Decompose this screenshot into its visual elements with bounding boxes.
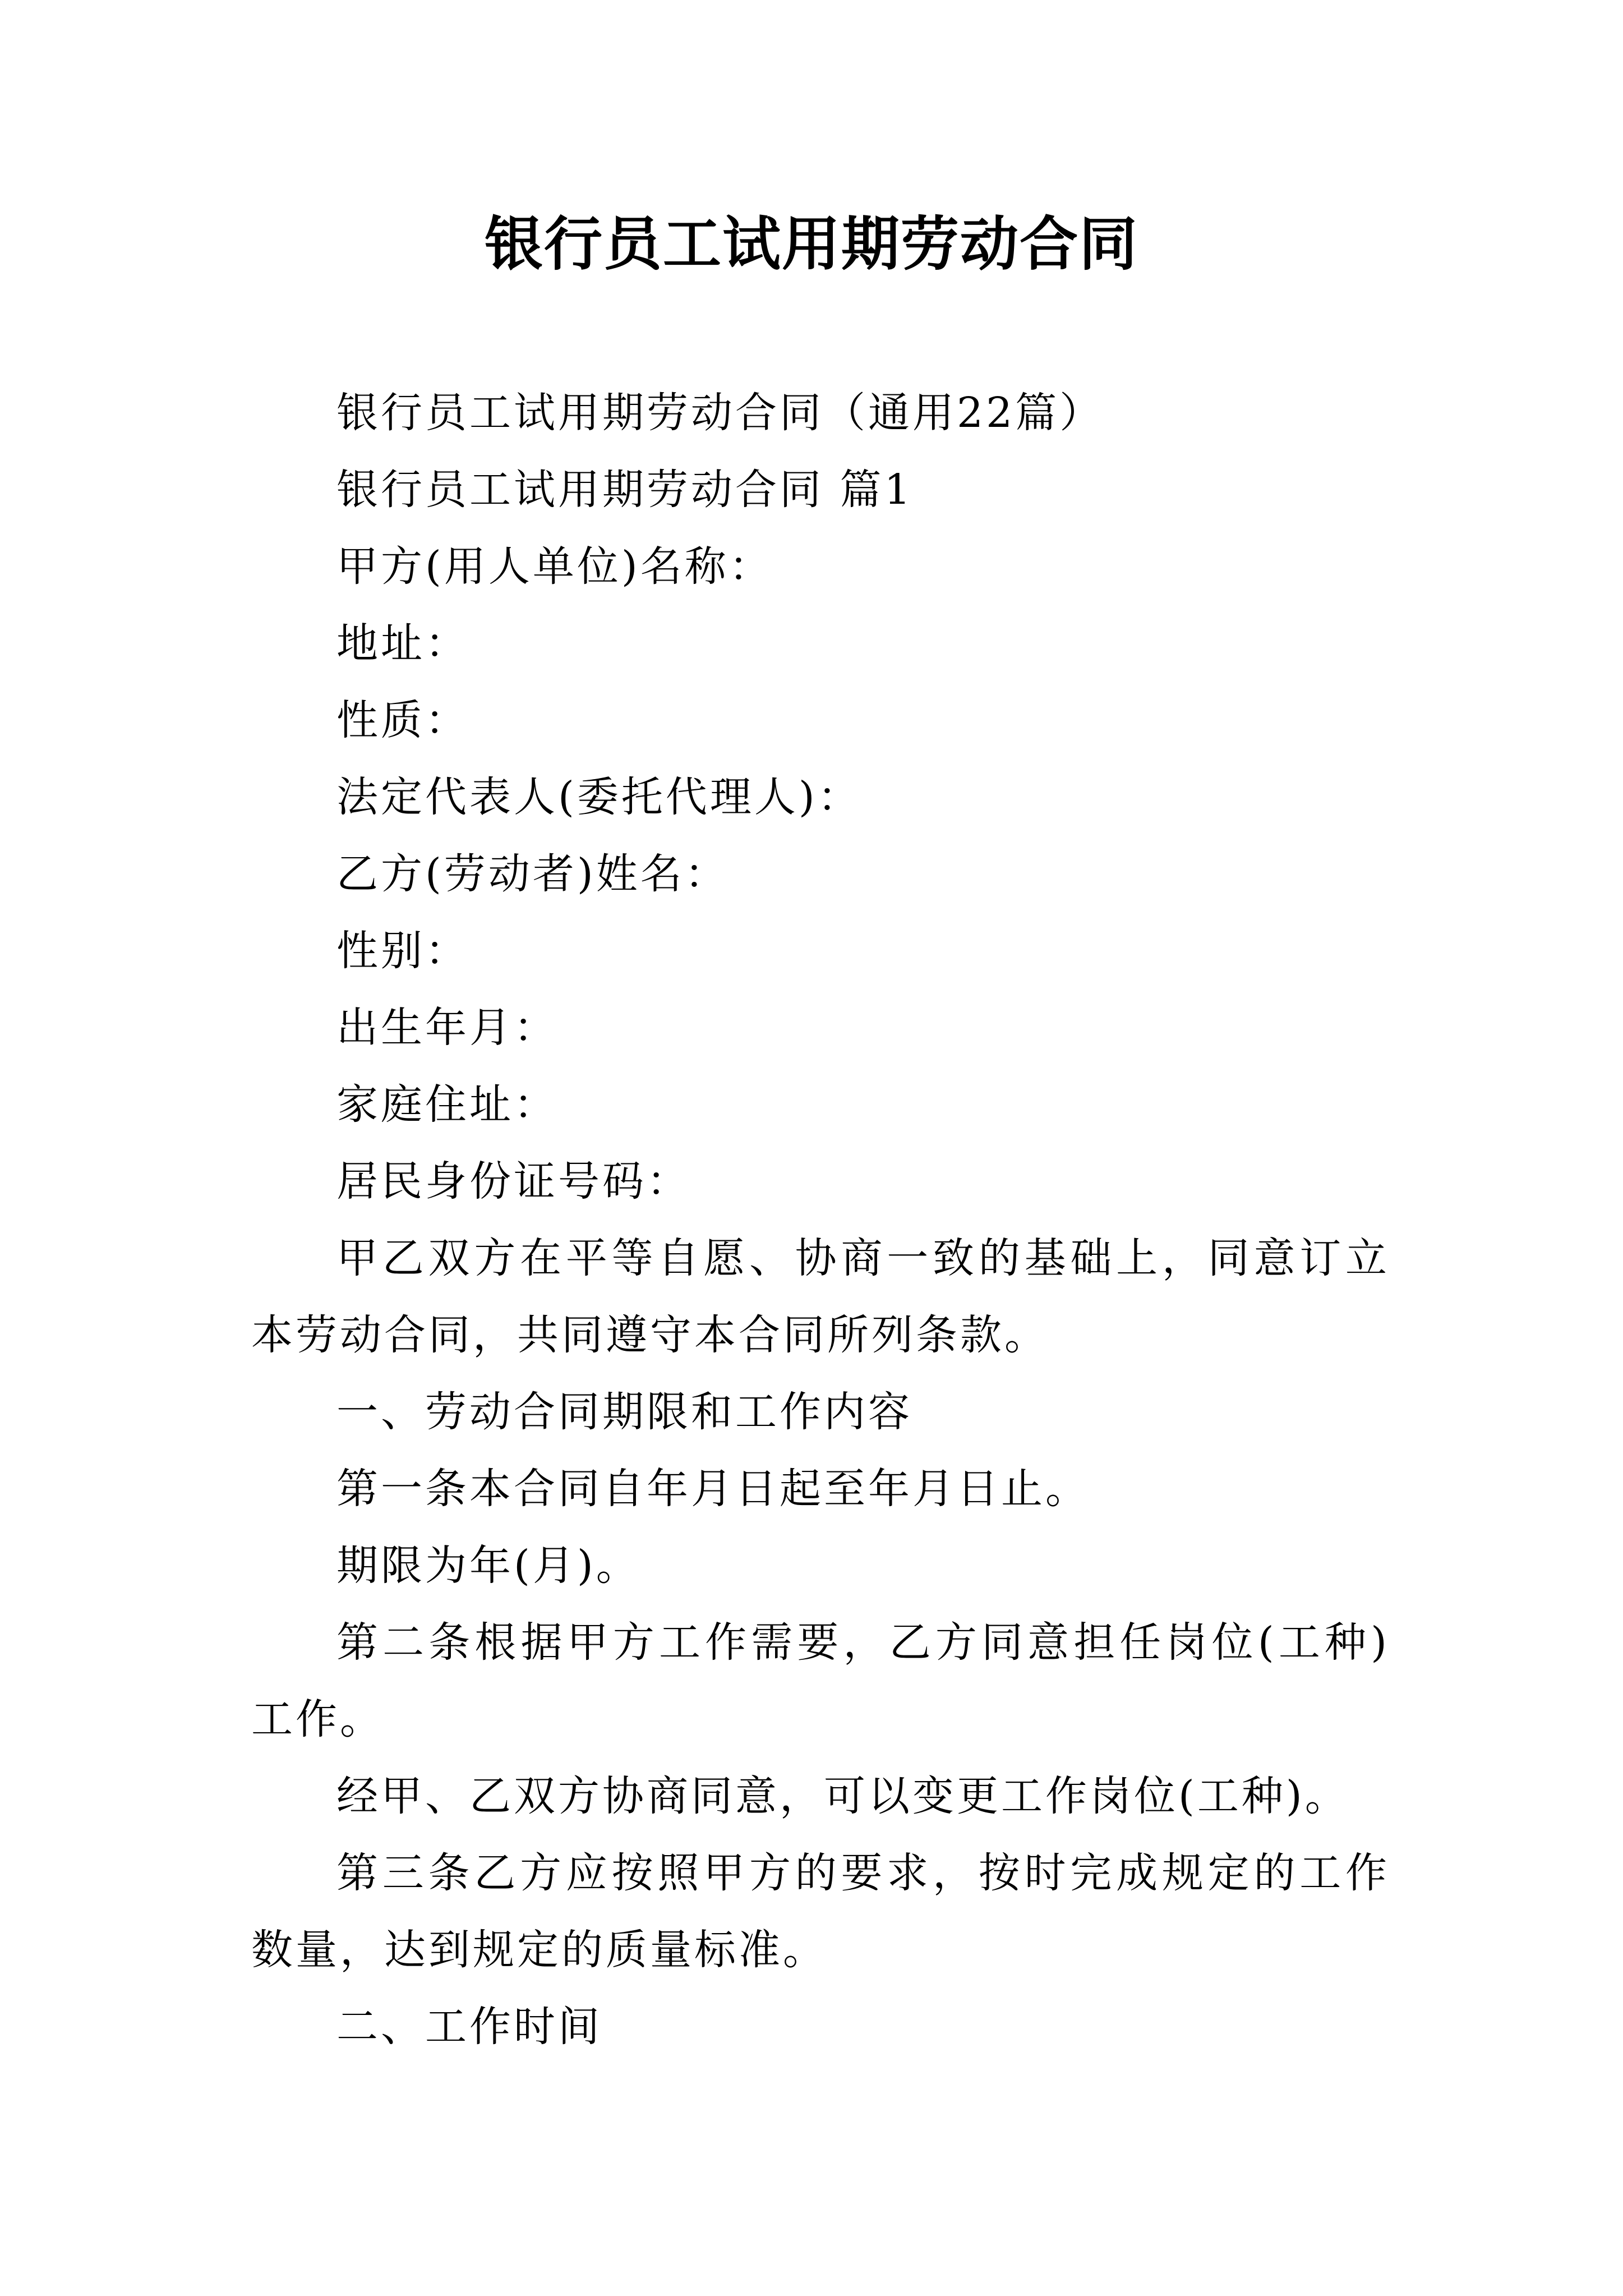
paragraph-position-change: 经甲、乙双方协商同意，可以变更工作岗位(工种)。 xyxy=(336,1772,1349,1820)
paragraph-legal-rep: 法定代表人(委托代理人)： xyxy=(336,773,862,821)
document-title: 银行员工试用期劳动合同 xyxy=(484,209,1138,278)
paragraph-nature: 性质： xyxy=(336,696,469,744)
paragraph-chapter-2: 二、工作时间 xyxy=(336,2003,602,2051)
paragraph-home-address: 家庭住址： xyxy=(336,1080,558,1129)
paragraph-term: 期限为年(月)。 xyxy=(336,1542,640,1590)
paragraph-article-2: 第二条根据甲方工作需要，乙方同意担任岗位(工种)工作。 xyxy=(251,1618,1390,1743)
paragraph-section-heading: 银行员工试用期劳动合同 篇1 xyxy=(336,466,914,514)
paragraph-address: 地址： xyxy=(336,619,469,668)
paragraph-article-1: 第一条本合同自年月日起至年月日止。 xyxy=(336,1465,1090,1513)
paragraph-subtitle: 银行员工试用期劳动合同（通用22篇） xyxy=(336,389,1104,437)
paragraph-birth-date: 出生年月： xyxy=(336,1004,558,1052)
paragraph-chapter-1: 一、劳动合同期限和工作内容 xyxy=(336,1388,912,1436)
paragraph-id-number: 居民身份证号码： xyxy=(336,1157,691,1205)
paragraph-party-a-name: 甲方(用人单位)名称： xyxy=(336,542,773,591)
paragraph-party-b-name: 乙方(劳动者)姓名： xyxy=(336,850,729,898)
paragraph-gender: 性别： xyxy=(336,927,469,975)
paragraph-agreement: 甲乙双方在平等自愿、协商一致的基础上，同意订立本劳动合同，共同遵守本合同所列条款。 xyxy=(251,1234,1390,1359)
paragraph-article-3: 第三条乙方应按照甲方的要求，按时完成规定的工作数量，达到规定的质量标准。 xyxy=(251,1849,1390,1974)
document-body xyxy=(251,375,1390,2065)
